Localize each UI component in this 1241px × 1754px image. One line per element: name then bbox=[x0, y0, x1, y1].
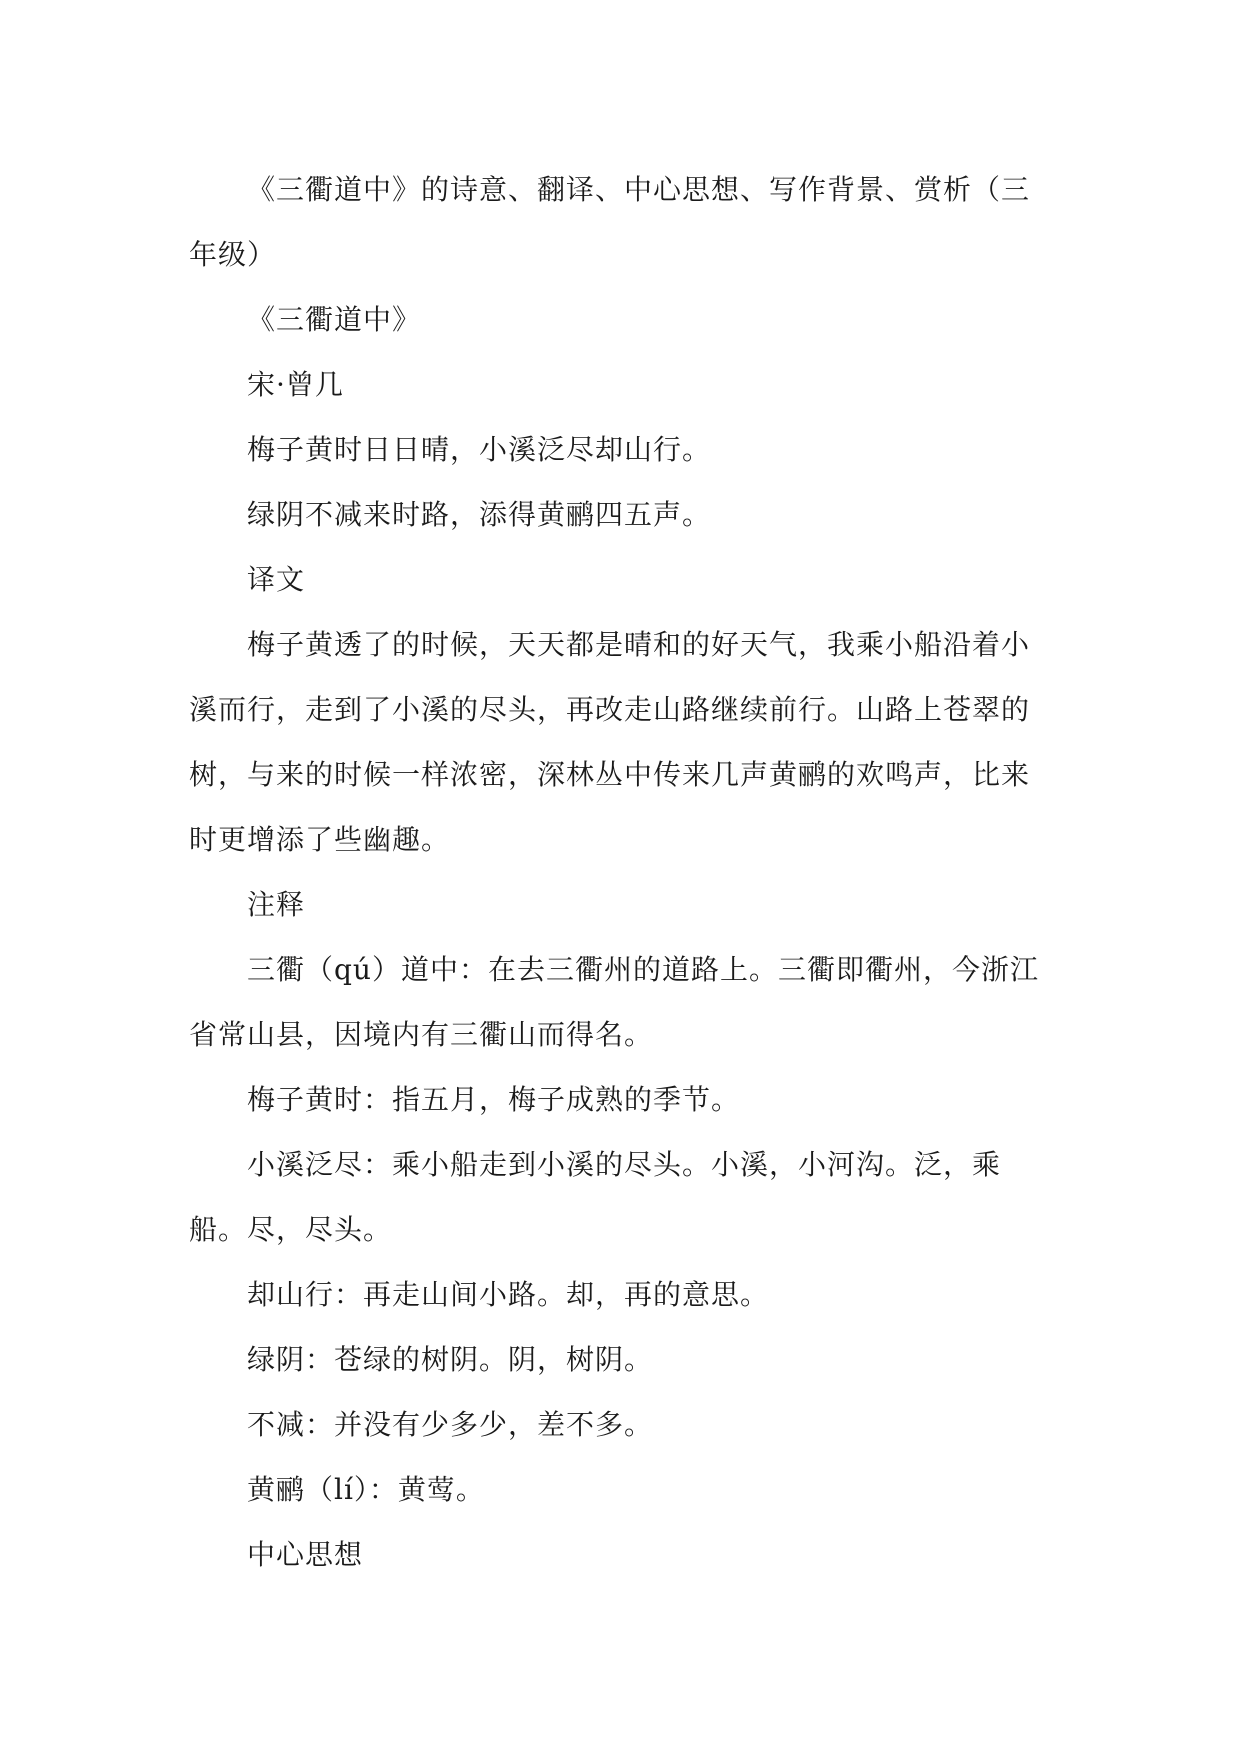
poem-line-1: 梅子黄时日日晴，小溪泛尽却山行。 bbox=[247, 433, 712, 466]
note-item: 不减：并没有少多少，差不多。 bbox=[247, 1408, 654, 1441]
note-item: 小溪泛尽：乘小船走到小溪的尽头。小溪，小河沟。泛，乘船。尽，尽头。 bbox=[189, 1148, 1002, 1246]
section-heading-notes: 注释 bbox=[247, 888, 306, 921]
poem-line-2: 绿阴不减来时路，添得黄鹂四五声。 bbox=[247, 498, 712, 531]
translation-paragraph: 梅子黄透了的时候，天天都是晴和的好天气，我乘小船沿着小溪而行，走到了小溪的尽头，再改走山路继续前行。山路上苍翠的树，与来的时候一样浓密，深林丛中传来几声黄鹂的欢鸣声，比来时更增添了些幽趣。 bbox=[189, 628, 1031, 856]
document-title: 《三衢道中》的诗意、翻译、中心思想、写作背景、赏析（三年级） bbox=[189, 173, 1031, 271]
note-item: 黄鹂（lí）：黄莺。 bbox=[247, 1473, 485, 1506]
note-item: 三衢（qú）道中：在去三衢州的道路上。三衢即衢州，今浙江省常山县，因境内有三衢山而得名。 bbox=[189, 953, 1039, 1051]
section-heading-central-idea: 中心思想 bbox=[247, 1538, 364, 1571]
poem-author: 宋·曾几 bbox=[247, 368, 344, 401]
note-item: 绿阴：苍绿的树阴。阴，树阴。 bbox=[247, 1343, 654, 1376]
section-heading-translation: 译文 bbox=[247, 563, 306, 596]
document-body bbox=[189, 157, 1054, 1587]
note-item: 梅子黄时：指五月，梅子成熟的季节。 bbox=[247, 1083, 741, 1116]
note-item: 却山行：再走山间小路。却，再的意思。 bbox=[247, 1278, 770, 1311]
poem-title: 《三衢道中》 bbox=[247, 303, 422, 336]
